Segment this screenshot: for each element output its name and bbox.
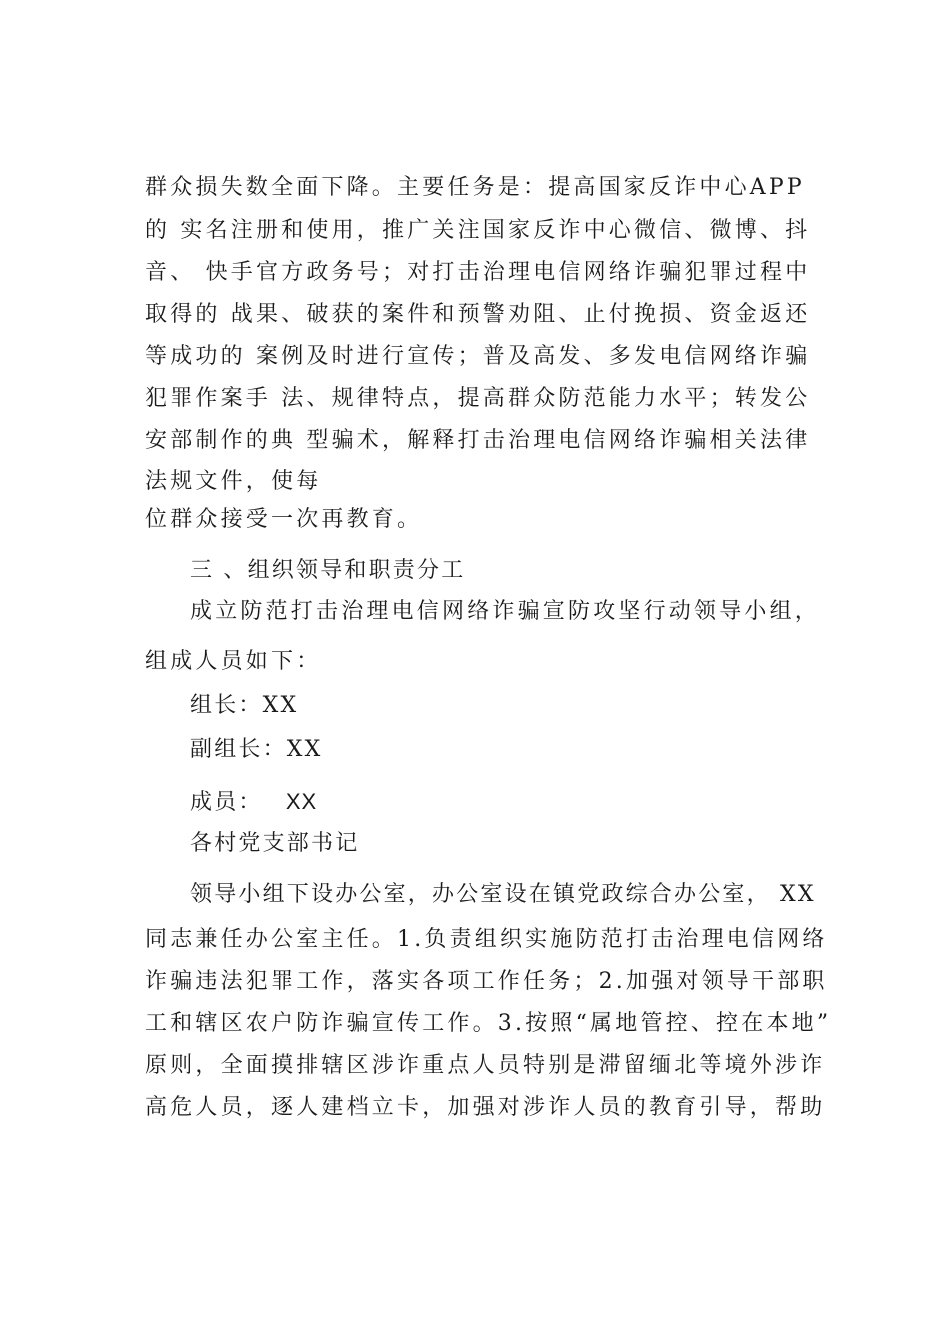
paragraph-line: 领导小组下设办公室，办公室设在镇党政综合办公室， XX [190,882,816,907]
paragraph-line: 犯罪作案手 法、规律特点，提高群众防范能力水平；转发公 [145,386,811,411]
section-heading: 三 、组织领导和职责分工 [190,558,466,583]
paragraph-line: 安部制作的典 型骗术，解释打击治理电信网络诈骗相关法律 [145,428,811,453]
paragraph-line: 的 实名注册和使用，推广关注国家反诈中心微信、微博、抖 [145,218,811,243]
leader-line: 组长：XX [190,693,299,718]
paragraph-line: 原则，全面摸排辖区涉诈重点人员特别是滞留缅北等境外涉诈 [145,1053,826,1078]
members-value: XX [285,789,318,814]
paragraph-line: 群众损失数全面下降。主要任务是：提高国家反诈中心APP [145,175,805,200]
paragraph-line: 音、 快手官方政务号；对打击治理电信网络诈骗犯罪过程中 [145,260,811,285]
paragraph-line: 工和辖区农户防诈骗宣传工作。3.按照“属地管控、控在本地” [145,1011,832,1036]
paragraph-line: 高危人员，逐人建档立卡，加强对涉诈人员的教育引导，帮助 [145,1095,826,1120]
members-line [190,787,317,818]
members-extra-line: 各村党支部书记 [190,831,360,856]
paragraph-line: 同志兼任办公室主任。1.负责组织实施防范打击治理电信网络 [145,927,828,952]
paragraph-line: 取得的 战果、破获的案件和预警劝阻、止付挽损、资金返还 [145,302,811,327]
deputy-leader-line: 副组长：XX [190,737,323,762]
paragraph-line: 诈骗违法犯罪工作，落实各项工作任务；2.加强对领导干部职 [145,969,828,994]
members-label: 成员： [190,790,263,815]
paragraph-line: 成立防范打击治理电信网络诈骗宣防攻坚行动领导小组， [190,599,821,624]
paragraph-line: 位群众接受一次再教育。 [145,507,423,532]
paragraph-line: 法规文件，使每 [145,469,322,494]
paragraph-line: 等成功的 案例及时进行宣传；普及高发、多发电信网络诈骗 [145,344,811,369]
paragraph-line: 组成人员如下： [145,649,322,674]
